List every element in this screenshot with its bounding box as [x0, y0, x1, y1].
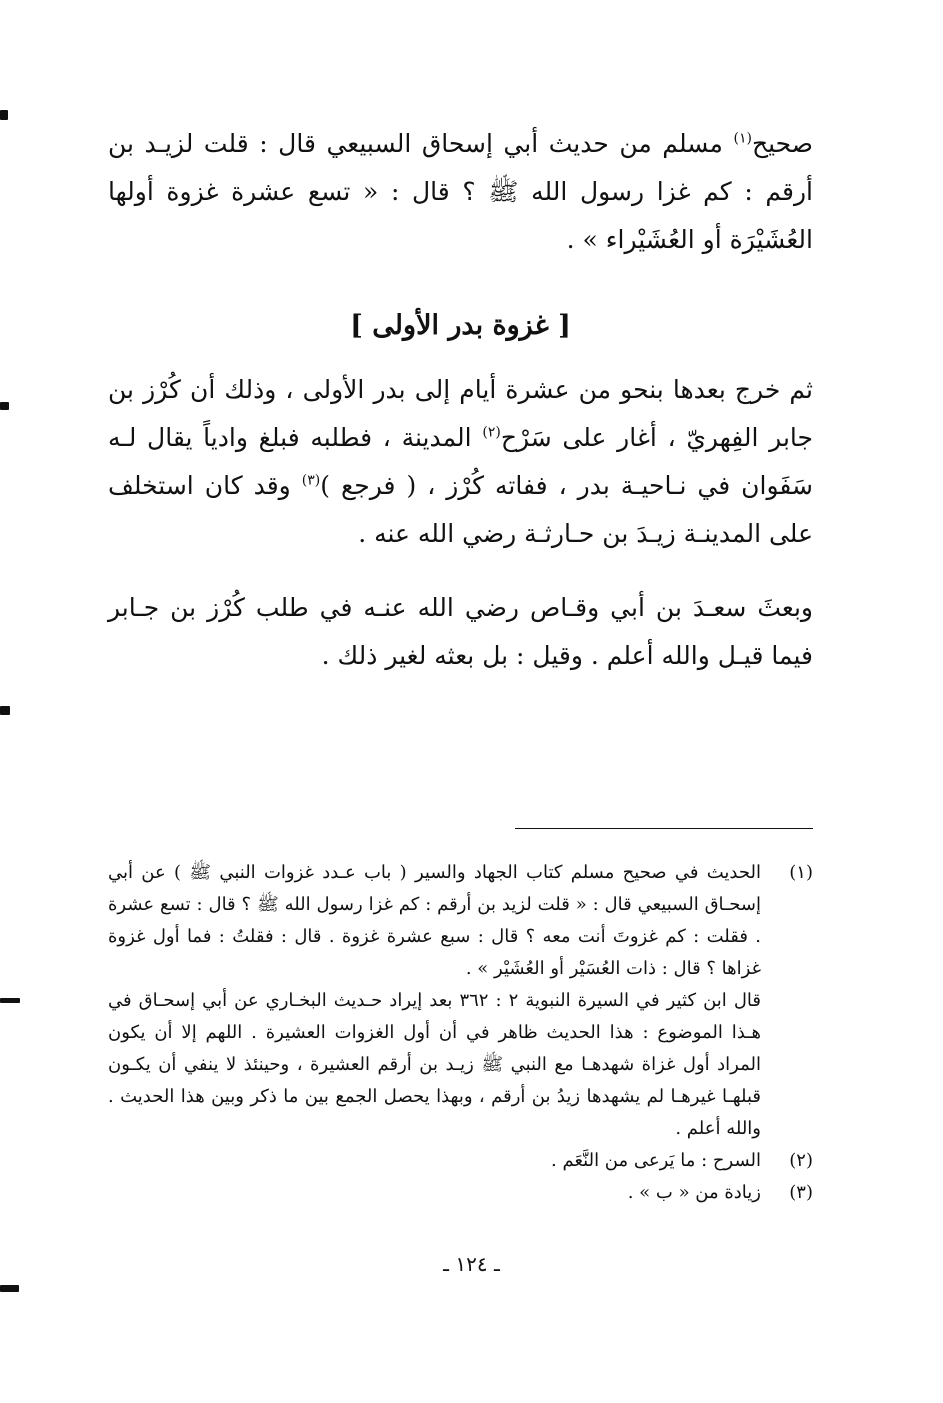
footnote-1 — [108, 857, 813, 1145]
para2-text-b: المدينة ، فطلبه فبلغ وادياً يقال لـه سَفَوان في نـاحيـة بدر ، ففاته كُرْز ، ( فرجع ) — [108, 423, 813, 500]
footnote-2 — [108, 1145, 813, 1177]
footnote-paragraph: الحديث في صحيح مسلم كتاب الجهاد والسير ( باب عـدد غزوات النبي ﷺ ) عن أبي إسحـاق السبيعي قال : « قلت لزيد بن أرقم : كم غزا رسول الله ﷺ ؟ قال : تسع عشرة . فقلت : كم غزوتَ أنت معه ؟ قال : سبع عشرة غزوة . قال : فقلتُ : فما أول غزوة غزاها ؟ قال : ذات العُسَيْر أو العُشَيْر » . — [108, 862, 761, 979]
footnote-number: (٢) — [789, 1150, 813, 1171]
footnote-separator — [515, 828, 813, 829]
document-page — [108, 120, 813, 1209]
footnote-paragraph: قال ابن كثير في السيرة النبوية ٢ : ٣٦٢ بعد إيراد حـديث البخـاري عن أبي إسحـاق في هـذا الموضوع : هذا الحديث ظاهر في أن أول الغزوات العشيرة . اللهم إلا أن يكون المراد أول غزاة شهدهـا مع النبي ﷺ زيـد بن أرقم العشيرة ، وحينئذ لا ينفي أن يكـون قبلهـا غيرهـا لم يشهدها زيدُ بن أرقم ، وبهذا يحصل الجمع بين ما ذكر وبين هذا الحديث . والله أعلم . — [108, 990, 761, 1139]
para2-text-c: وقد كان استخلف على المدينـة زيـدَ بن حـارثـة رضي الله عنه . — [108, 471, 813, 548]
footnote-number: (١) — [789, 862, 813, 883]
footnote-paragraph: السرح : ما يَرعى من النَّعَم . — [551, 1150, 761, 1171]
body-paragraph-1 — [108, 120, 813, 264]
footnote-3 — [108, 1177, 813, 1209]
footnote-body — [108, 1177, 761, 1209]
scan-edge-mark — [0, 1285, 19, 1292]
footnote-body — [108, 1145, 761, 1177]
scan-edge-mark — [0, 402, 9, 410]
footnote-paragraph: زيادة من « ب » . — [627, 1182, 761, 1203]
spacer — [108, 680, 813, 828]
section-heading: [ غزوة بدر الأولى ] — [350, 310, 571, 341]
footnote-ref-3[interactable]: (٣) — [301, 472, 321, 489]
scan-edge-mark — [0, 110, 8, 120]
para2-text-a: ثم خرج بعدها بنحو من عشرة أيام إلى بدر الأولى ، وذلك أن كُرْز بن جابر الفِهريّ ، أغار على سَرْح — [108, 375, 813, 452]
footnote-ref-1[interactable]: (١) — [733, 130, 752, 147]
para1-lead: صحيح — [751, 129, 813, 158]
body-paragraph-2 — [108, 366, 813, 558]
para1-text: مسلم من حديث أبي إسحاق السبيعي قال : قلت لزيـد بن أرقم : كم غزا رسول الله ﷺ ؟ قال : « تسع عشرة غزوة أولها العُشَيْرَة أو العُشَيْراء » . — [108, 129, 813, 254]
footnotes — [108, 857, 813, 1209]
footnote-number: (٣) — [789, 1182, 813, 1203]
footnote-body — [108, 857, 761, 1145]
scan-edge-mark — [0, 706, 10, 715]
body-paragraph-3: وبعثَ سعـدَ بن أبي وقـاص رضي الله عنـه في طلب كُرْز بن جـابر فيما قيـل والله أعلم . وقيل : بل بعثه لغير ذلك . — [108, 593, 813, 670]
page-number: ـ ١٢٤ ـ — [443, 1252, 500, 1276]
scan-edge-mark — [0, 998, 20, 1003]
footnote-ref-2[interactable]: (٢) — [482, 424, 501, 441]
